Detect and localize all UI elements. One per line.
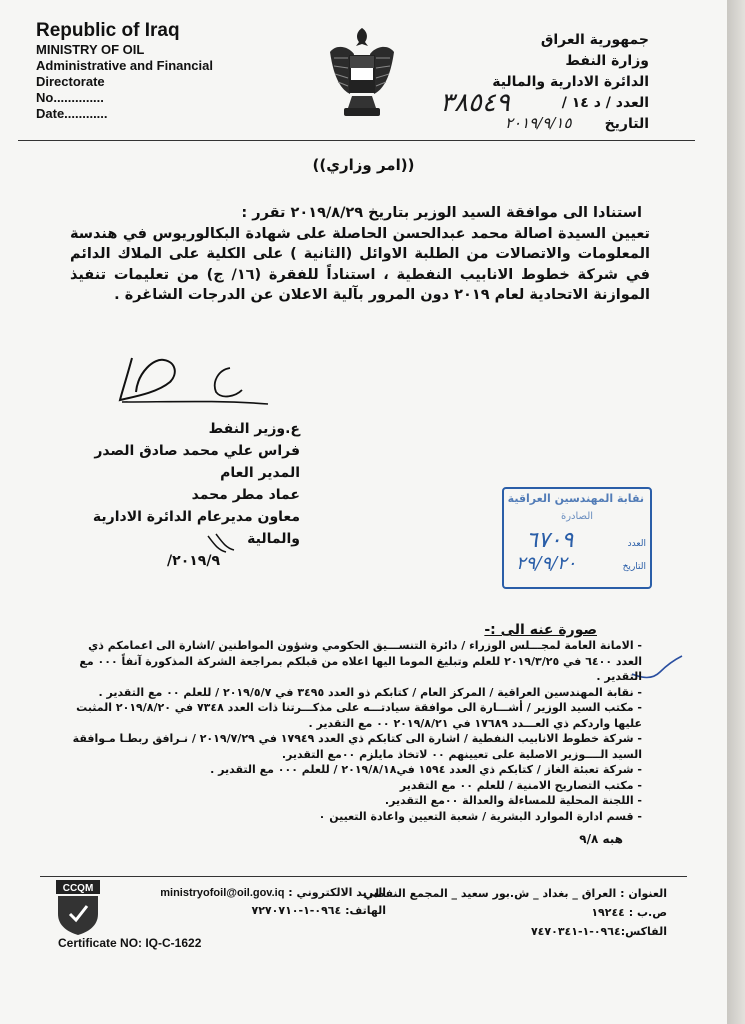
- incoming-stamp: [502, 487, 652, 589]
- body-line-2: تعيين السيدة اصالة محمد عبدالحسن الحاصلة على شهادة البكالوريوس في هندسة المعلومات والاتصالات من الطلبة الاوائل (الثانية ) على الكلية على الملاك الدائم في شركة خطوط الانابيب النفطية ، استناداً للفقرة (١٦/ ج) من تعليمات تنفيذ الموازنة الاتحادية لعام ٢٠١٩ دون المرور بآلية الاعلان عن الدرجات الشاغرة .: [70, 225, 650, 303]
- stamp-number-handwritten: ٦٧٠٩: [526, 528, 574, 553]
- body-line-1: استنادا الى موافقة السيد الوزير بتاريخ ٢٠١٩/٨/٢٩ تقرر :: [241, 205, 642, 221]
- typist-initials: هبه ٩/٨: [579, 832, 623, 846]
- email-address[interactable]: ministryofoil@oil.gov.iq: [160, 887, 285, 899]
- signatory-line-3: المدير العام: [220, 465, 300, 481]
- ministry-ar: وزارة النفط: [565, 53, 649, 69]
- certificate-number: Certificate NO: IQ-C-1622: [58, 936, 202, 950]
- cc-item: - اللجنة المحلية للمساءلة والعدالة ٠٠مع التقدير.: [384, 794, 642, 807]
- cc-item: - الامانة العامة لمجـــلس الوزراء / دائرة التنســـيق الحكومي وشؤون المواطنين /اشارة الى اعمامكم ذي العدد ٦٤٠٠ في ٢٠١٩/٣/٢٥ للعلم وتبليغ الموما اليها اعلاه من قبلكم بمراجعة الشركة المذكورة آنفاً ٠٠٠ مع التقدير .: [79, 639, 642, 683]
- signatory-line-4: عماد مطر محمد: [191, 487, 300, 503]
- country-en: Republic of Iraq: [36, 20, 180, 41]
- date-label-ar: التاريخ: [604, 116, 649, 132]
- email-label: البريد الالكتروني :: [288, 886, 386, 899]
- stamp-number-label: العدد: [627, 539, 646, 549]
- order-title: ((امر وزاري)): [312, 156, 415, 174]
- directorate-ar: الدائرة الادارية والمالية: [492, 74, 649, 90]
- number-label-ar: العدد / د ١٤ /: [561, 95, 649, 111]
- cc-item: - قسم ادارة الموارد البشرية / شعبة التعيين واعادة التعيين ٠: [318, 809, 642, 823]
- handwritten-number: ٣٨٥٤٩: [440, 88, 510, 118]
- cc-item: - شركة خطوط الانابيب النفطية / اشارة الى كتابكم ذي العدد ١٧٩٤٩ في ٢٠١٩/٧/٢٩ / نـرافق ربطـا مـوافقة السيد الــــوزير الاصلية على تعيينهم ٠٠ لاتخاذ مايلزم ٠٠مع التقدير.: [72, 732, 642, 761]
- stamp-dept: الصادرة: [560, 511, 594, 522]
- address-line: العنوان : العراق _ بغداد _ ش.بور سعيد _ المجمع النفطي: [363, 887, 667, 900]
- cc-item: - شركة تعبئة الغاز / كتابكم ذي العدد ١٥٩٤ في٢٠١٩/٨/١٨ / للعلم ٠٠٠ مع التقدير .: [210, 763, 642, 776]
- cc-item: - نقابة المهندسين العراقية / المركز العام / كتابكم ذو العدد ٣٤٩٥ في ٢٠١٩/٥/٧ / للعلم ٠٠ مع التقدير .: [98, 685, 642, 699]
- signatory-line-2: فراس علي محمد صادق الصدر: [94, 443, 300, 459]
- signatory-line-6: ٢٠١٩/٩/: [167, 553, 220, 569]
- header-english: [36, 20, 213, 122]
- stamp-date-label: التاريخ: [622, 562, 646, 572]
- pobox-line: ص.ب : ١٩٢٤٤: [591, 906, 667, 919]
- header-divider: [18, 140, 695, 141]
- eagle-emblem-icon: [326, 24, 398, 120]
- fax-line: الفاكس:٠٩٦٤-١-٧٤٧٠٣٤١: [530, 925, 667, 938]
- ccqm-label: CCQM: [62, 883, 94, 894]
- ccqm-logo-icon: [56, 880, 100, 936]
- ministry-en: MINISTRY OF OIL: [36, 42, 145, 57]
- stamp-org: نقابة المهندسين العراقية: [507, 492, 644, 505]
- directorate-en-line2: Directorate: [36, 74, 105, 89]
- signature-icon: [118, 352, 278, 420]
- footer-contact: [126, 884, 386, 920]
- cc-title: صورة عنه الى :-: [484, 622, 597, 638]
- handwritten-mark-icon: [206, 532, 236, 554]
- scan-edge: [727, 0, 745, 1024]
- signatory-line-1: ع.وزير النفط: [208, 421, 300, 437]
- phone-line: الهاتف: ٠٩٦٤-١-٧٢٧٠٧١٠: [251, 904, 386, 917]
- date-label: Date............: [36, 106, 108, 121]
- email-line: [126, 884, 386, 902]
- no-label: No..............: [36, 90, 104, 105]
- cc-list: [62, 638, 642, 824]
- order-body: [70, 203, 650, 306]
- signatory-line-5: معاون مديرعام الدائرة الادارية والمالية: [92, 509, 300, 547]
- country-ar: جمهورية العراق: [540, 32, 649, 48]
- cc-item: - مكتب التصاريح الامنية / للعلم ٠٠ مع التقدير: [399, 778, 642, 792]
- handwritten-date: ٢٠١٩/٩/١٥: [505, 114, 572, 132]
- cc-item: - مكتب السيد الوزير / أشـــارة الى موافقة سيادتـــه على مذكـــرتنا ذات العدد ٧٣٤٨ في ٢٠١٩/٨/٢٠ المثبت عليها واردكم ذي العـــدد ١٧٦٨٩ في ٢٠١٩/٨/٢١ ٠٠ مع التقدير .: [76, 701, 642, 730]
- footer-divider: [40, 876, 687, 877]
- footer-address: [364, 884, 667, 941]
- signatories-block: [60, 418, 300, 572]
- directorate-en-line1: Administrative and Financial: [36, 58, 213, 73]
- stamp-date-handwritten: ٢٩/٩/٢٠: [516, 553, 577, 574]
